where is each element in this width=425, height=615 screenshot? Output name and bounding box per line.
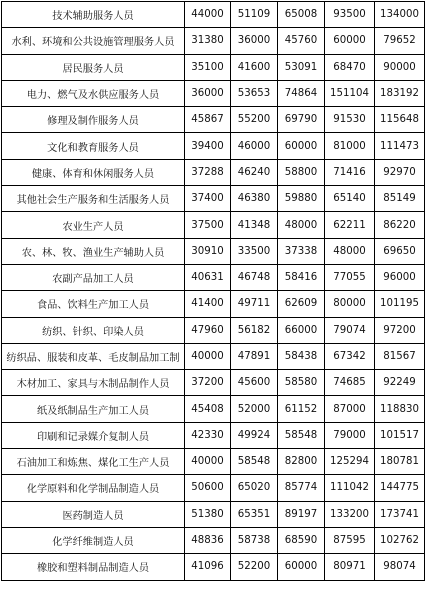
salary-value-cell: 77055 [325,264,375,290]
salary-table [1,1,425,581]
salary-value-cell: 58548 [231,449,278,475]
table-row [2,238,425,264]
salary-value-cell: 86220 [375,212,425,238]
salary-value-cell: 58738 [231,527,278,553]
salary-value-cell: 65140 [325,186,375,212]
salary-value-cell: 89197 [278,501,325,527]
salary-value-cell: 33500 [231,238,278,264]
occupation-cell: 印刷和记录媒介复制人员 [2,422,185,448]
salary-value-cell: 62609 [278,291,325,317]
occupation-cell: 石油加工和炼焦、煤化工生产人员 [2,449,185,475]
salary-value-cell: 42330 [185,422,231,448]
table-row [2,54,425,80]
salary-value-cell: 30910 [185,238,231,264]
table-row [2,159,425,185]
salary-value-cell: 40000 [185,343,231,369]
salary-value-cell: 93500 [325,2,375,28]
salary-value-cell: 74864 [278,80,325,106]
table-row [2,291,425,317]
table-row [2,186,425,212]
salary-value-cell: 133200 [325,501,375,527]
salary-value-cell: 37400 [185,186,231,212]
salary-value-cell: 59880 [278,186,325,212]
salary-value-cell: 48000 [278,212,325,238]
salary-value-cell: 52000 [231,396,278,422]
salary-value-cell: 37338 [278,238,325,264]
salary-value-cell: 46000 [231,133,278,159]
salary-value-cell: 58416 [278,264,325,290]
salary-value-cell: 92970 [375,159,425,185]
salary-value-cell: 61152 [278,396,325,422]
occupation-cell: 化学原料和化学制品制造人员 [2,475,185,501]
occupation-cell: 农、林、牧、渔业生产辅助人员 [2,238,185,264]
salary-value-cell: 40000 [185,449,231,475]
table-row [2,264,425,290]
occupation-cell: 木材加工、家具与木制品制作人员 [2,370,185,396]
occupation-cell: 水利、环境和公共设施管理服务人员 [2,28,185,54]
occupation-cell: 电力、燃气及水供应服务人员 [2,80,185,106]
table-row [2,343,425,369]
salary-value-cell: 71416 [325,159,375,185]
table-row [2,475,425,501]
salary-value-cell: 111042 [325,475,375,501]
salary-value-cell: 80000 [325,291,375,317]
salary-value-cell: 98074 [375,554,425,580]
salary-value-cell: 74685 [325,370,375,396]
salary-value-cell: 91530 [325,107,375,133]
table-body [2,2,425,581]
salary-value-cell: 82800 [278,449,325,475]
table-row [2,133,425,159]
salary-value-cell: 58438 [278,343,325,369]
salary-value-cell: 68470 [325,54,375,80]
salary-value-cell: 144775 [375,475,425,501]
salary-value-cell: 125294 [325,449,375,475]
salary-value-cell: 49711 [231,291,278,317]
table-row [2,422,425,448]
salary-value-cell: 102762 [375,527,425,553]
salary-value-cell: 87595 [325,527,375,553]
salary-value-cell: 55200 [231,107,278,133]
salary-value-cell: 66000 [278,317,325,343]
occupation-cell: 化学纤维制造人员 [2,527,185,553]
table-row [2,370,425,396]
salary-value-cell: 65008 [278,2,325,28]
salary-value-cell: 45600 [231,370,278,396]
table-row [2,107,425,133]
table-row [2,396,425,422]
salary-value-cell: 58800 [278,159,325,185]
salary-value-cell: 69650 [375,238,425,264]
salary-value-cell: 111473 [375,133,425,159]
salary-value-cell: 56182 [231,317,278,343]
salary-value-cell: 41400 [185,291,231,317]
salary-value-cell: 45408 [185,396,231,422]
table-row [2,554,425,580]
table-row [2,212,425,238]
salary-value-cell: 79074 [325,317,375,343]
salary-value-cell: 60000 [278,554,325,580]
salary-value-cell: 37288 [185,159,231,185]
occupation-cell: 健康、体育和休闲服务人员 [2,159,185,185]
salary-value-cell: 35100 [185,54,231,80]
table-row [2,501,425,527]
salary-value-cell: 96000 [375,264,425,290]
salary-value-cell: 44000 [185,2,231,28]
occupation-cell: 纸及纸制品生产加工人员 [2,396,185,422]
salary-value-cell: 47891 [231,343,278,369]
salary-value-cell: 53091 [278,54,325,80]
salary-value-cell: 65351 [231,501,278,527]
salary-value-cell: 87000 [325,396,375,422]
salary-value-cell: 68590 [278,527,325,553]
salary-value-cell: 37500 [185,212,231,238]
occupation-cell: 橡胶和塑料制品制造人员 [2,554,185,580]
salary-value-cell: 45760 [278,28,325,54]
salary-value-cell: 60000 [325,28,375,54]
salary-value-cell: 79652 [375,28,425,54]
occupation-cell: 医药制造人员 [2,501,185,527]
salary-value-cell: 45867 [185,107,231,133]
salary-value-cell: 40631 [185,264,231,290]
salary-value-cell: 97200 [375,317,425,343]
salary-value-cell: 173741 [375,501,425,527]
salary-value-cell: 118830 [375,396,425,422]
table-row [2,80,425,106]
salary-value-cell: 58580 [278,370,325,396]
salary-value-cell: 51109 [231,2,278,28]
salary-value-cell: 53653 [231,80,278,106]
salary-value-cell: 90000 [375,54,425,80]
table-row [2,2,425,28]
salary-value-cell: 134000 [375,2,425,28]
salary-value-cell: 67342 [325,343,375,369]
occupation-cell: 食品、饮料生产加工人员 [2,291,185,317]
salary-value-cell: 50600 [185,475,231,501]
occupation-cell: 农副产品加工人员 [2,264,185,290]
salary-value-cell: 46748 [231,264,278,290]
salary-value-cell: 101517 [375,422,425,448]
salary-value-cell: 60000 [278,133,325,159]
occupation-cell: 纺织品、服装和皮革、毛皮制品加工制 [2,343,185,369]
occupation-cell: 居民服务人员 [2,54,185,80]
occupation-cell: 纺织、针织、印染人员 [2,317,185,343]
occupation-cell: 技术辅助服务人员 [2,2,185,28]
salary-value-cell: 49924 [231,422,278,448]
table-row [2,317,425,343]
salary-value-cell: 51380 [185,501,231,527]
salary-value-cell: 69790 [278,107,325,133]
table-row [2,449,425,475]
salary-value-cell: 81567 [375,343,425,369]
salary-value-cell: 180781 [375,449,425,475]
occupation-cell: 农业生产人员 [2,212,185,238]
salary-value-cell: 46240 [231,159,278,185]
occupation-cell: 修理及制作服务人员 [2,107,185,133]
salary-value-cell: 41096 [185,554,231,580]
occupation-cell: 文化和教育服务人员 [2,133,185,159]
salary-value-cell: 92249 [375,370,425,396]
salary-value-cell: 41348 [231,212,278,238]
salary-value-cell: 31380 [185,28,231,54]
salary-value-cell: 65020 [231,475,278,501]
salary-value-cell: 46380 [231,186,278,212]
salary-value-cell: 81000 [325,133,375,159]
salary-value-cell: 85774 [278,475,325,501]
salary-value-cell: 151104 [325,80,375,106]
salary-value-cell: 52200 [231,554,278,580]
salary-value-cell: 85149 [375,186,425,212]
salary-value-cell: 37200 [185,370,231,396]
salary-value-cell: 80971 [325,554,375,580]
salary-value-cell: 115648 [375,107,425,133]
salary-value-cell: 47960 [185,317,231,343]
occupation-cell: 其他社会生产服务和生活服务人员 [2,186,185,212]
salary-value-cell: 79000 [325,422,375,448]
salary-value-cell: 36000 [185,80,231,106]
salary-value-cell: 101195 [375,291,425,317]
table-row [2,28,425,54]
salary-value-cell: 48000 [325,238,375,264]
salary-value-cell: 39400 [185,133,231,159]
table-row [2,527,425,553]
salary-value-cell: 58548 [278,422,325,448]
salary-value-cell: 41600 [231,54,278,80]
salary-value-cell: 62211 [325,212,375,238]
salary-value-cell: 48836 [185,527,231,553]
salary-value-cell: 183192 [375,80,425,106]
salary-value-cell: 36000 [231,28,278,54]
